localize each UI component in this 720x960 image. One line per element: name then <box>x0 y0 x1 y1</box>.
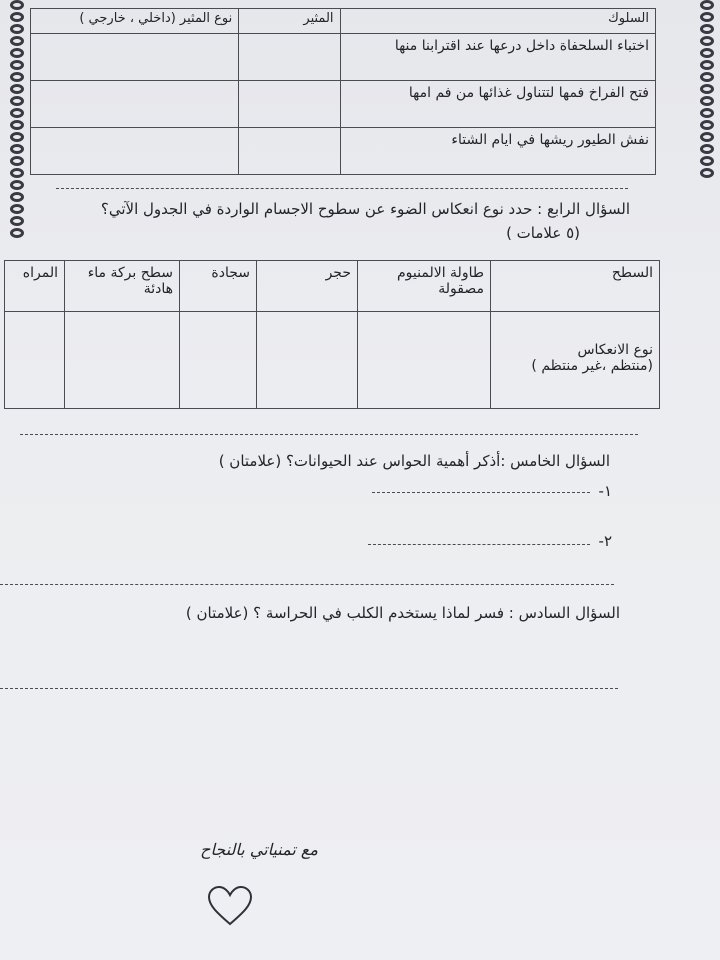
stimulus-type-cell-1[interactable] <box>31 34 239 81</box>
header-pond-surface: سطح بركة ماء هادئة <box>65 261 180 312</box>
closing-message: مع تمنياتي بالنجاح <box>200 840 318 859</box>
answer-line-2[interactable] <box>368 544 590 545</box>
header-behavior: السلوك <box>340 9 655 34</box>
answer-line-3[interactable] <box>0 688 618 689</box>
header-stimulus: المثير <box>239 9 340 34</box>
behavior-stimulus-table <box>30 8 656 175</box>
answer-carpet[interactable] <box>180 312 257 409</box>
stimulus-cell-3[interactable] <box>239 128 340 175</box>
question-4-text: السؤال الرابع : حدد نوع انعكاس الضوء عن سطوح الاجسام الواردة في الجدول الآتي؟ <box>100 200 630 218</box>
header-carpet: سجادة <box>180 261 257 312</box>
heart-icon <box>206 884 254 928</box>
header-stone: حجر <box>257 261 358 312</box>
behavior-row-1: اختباء السلحفاة داخل درعها عند اقترابنا منها <box>340 34 655 81</box>
question-5-text: السؤال الخامس :أذكر أهمية الحواس عند الحيوانات؟ (علامتان ) <box>218 452 610 470</box>
question-5-item-1-number: ١- <box>598 482 612 500</box>
reflection-type-hint: (منتظم ،غير منتظم ) <box>531 358 653 374</box>
question-5-item-2-number: ٢- <box>598 532 612 550</box>
answer-line-1[interactable] <box>372 492 590 493</box>
question-6-text: السؤال السادس : فسر لماذا يستخدم الكلب في الحراسة ؟ (علامتان ) <box>185 604 620 622</box>
separator-line <box>56 188 628 189</box>
decorative-border-right <box>696 0 720 178</box>
stimulus-cell-2[interactable] <box>239 81 340 128</box>
stimulus-type-cell-3[interactable] <box>31 128 239 175</box>
reflection-type-text: نوع الانعكاس <box>577 342 653 358</box>
separator-line <box>0 584 614 585</box>
reflection-table <box>4 260 660 409</box>
reflection-type-label <box>491 312 660 409</box>
header-surface: السطح <box>491 261 660 312</box>
answer-mirror[interactable] <box>5 312 65 409</box>
header-aluminum-table: طاولة الالمنيوم مصقولة <box>358 261 491 312</box>
question-4-marks: (٥ علامات ) <box>506 224 580 242</box>
header-stimulus-type: نوع المثير (داخلي ، خارجي ) <box>31 9 239 34</box>
stimulus-type-cell-2[interactable] <box>31 81 239 128</box>
answer-pond[interactable] <box>65 312 180 409</box>
answer-stone[interactable] <box>257 312 358 409</box>
separator-line <box>20 434 638 435</box>
stimulus-cell-1[interactable] <box>239 34 340 81</box>
behavior-row-2: فتح الفراخ فمها لتتناول غذائها من فم امها <box>340 81 655 128</box>
answer-aluminum[interactable] <box>358 312 491 409</box>
header-mirror: المراه <box>5 261 65 312</box>
behavior-row-3: نفش الطيور ريشها في ايام الشتاء <box>340 128 655 175</box>
